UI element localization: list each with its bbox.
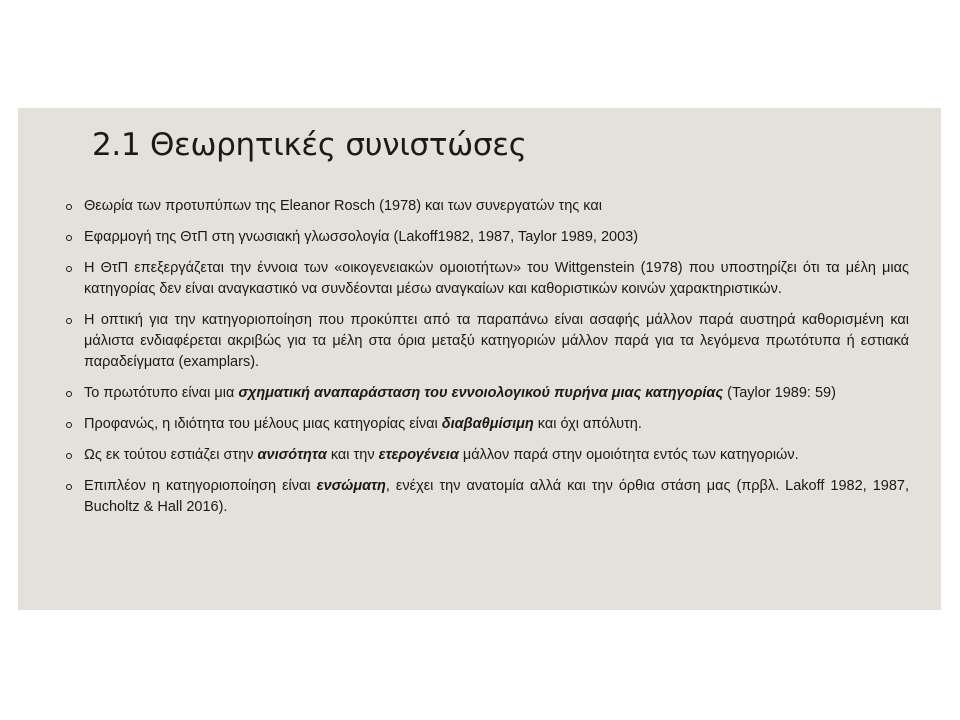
bullet-text: (Taylor 1989: 59) (723, 385, 836, 401)
bullet-item (66, 196, 909, 217)
bullet-item (66, 414, 909, 435)
bullet-emphasis-text: σχηματική αναπαράσταση του εννοιολογικού πυρήνα μιας κατηγορίας (238, 385, 724, 401)
bullet-emphasis-text: ενσώματη (316, 478, 386, 494)
bullet-emphasis-text: διαβαθμίσιμη (441, 416, 534, 432)
bullet-text: μάλλον παρά στην ομοιότητα εντός των κατηγοριών. (458, 447, 799, 463)
bullet-item (66, 476, 909, 518)
bullet-text: Εφαρμογή της ΘτΠ στη γνωσιακή γλωσσολογία (Lakoff1982, 1987, Taylor 1989, 2003) (84, 229, 639, 245)
bullet-circle-icon (66, 484, 72, 490)
bullet-circle-icon (66, 266, 72, 272)
bullet-list (66, 196, 909, 528)
bullet-circle-icon (66, 318, 72, 324)
bullet-circle-icon (66, 453, 72, 459)
bullet-text: Ως εκ τούτου εστιάζει στην (84, 447, 258, 463)
bullet-text: και όχι απόλυτη. (533, 416, 642, 432)
bullet-item (66, 227, 909, 248)
bullet-circle-icon (66, 422, 72, 428)
bullet-item (66, 258, 909, 300)
slide-title: 2.1 Θεωρητικές συνιστώσες (92, 127, 527, 163)
bullet-text: Η οπτική για την κατηγοριοποίηση που προκύπτει από τα παραπάνω είναι ασαφής μάλλον παρά αυστηρά καθορισμένη και μάλιστα ενδιαφέρεται ακριβώς για τα μέλη στα όρια μεταξύ κατηγοριών μάλλον παρά για τα λεγόμενα πρωτότυπα ή εστιακά παραδείγματα (examplars). (84, 312, 909, 370)
bullet-circle-icon (66, 235, 72, 241)
bullet-text: , ενέχει την ανατομία αλλά και την όρθια στάση μας (πρβλ. Lakoff 1982, 1987, Bucholtz & Hall 2016). (84, 478, 910, 515)
bullet-emphasis-text: ανισότητα (257, 447, 327, 463)
bullet-text: Επιπλέον η κατηγοριοποίηση είναι (84, 478, 317, 494)
content-panel (18, 108, 941, 610)
bullet-text: Η ΘτΠ επεξεργάζεται την έννοια των «οικογενειακών ομοιοτήτων» του Wittgenstein (1978) που υποστηρίζει ότι τα μέλη μιας κατηγορίας δεν είναι αναγκαστικό να συνδέονται μέσω αναγκαίων και καθοριστικών κοινών χαρακτηριστικών. (84, 260, 909, 297)
bullet-text: Το πρωτότυπο είναι μια (84, 385, 239, 401)
bullet-emphasis-text: ετερογένεια (378, 447, 459, 463)
bullet-item (66, 383, 909, 404)
bullet-text: Προφανώς, η ιδιότητα του μέλους μιας κατηγορίας είναι (84, 416, 442, 432)
bullet-text: Θεωρία των προτυπύπων της Eleanor Rosch (1978) και των συνεργατών της και (84, 198, 602, 214)
bullet-item (66, 310, 909, 373)
bullet-circle-icon (66, 391, 72, 397)
bullet-circle-icon (66, 204, 72, 210)
bullet-item (66, 445, 909, 466)
bullet-text: και την (326, 447, 379, 463)
